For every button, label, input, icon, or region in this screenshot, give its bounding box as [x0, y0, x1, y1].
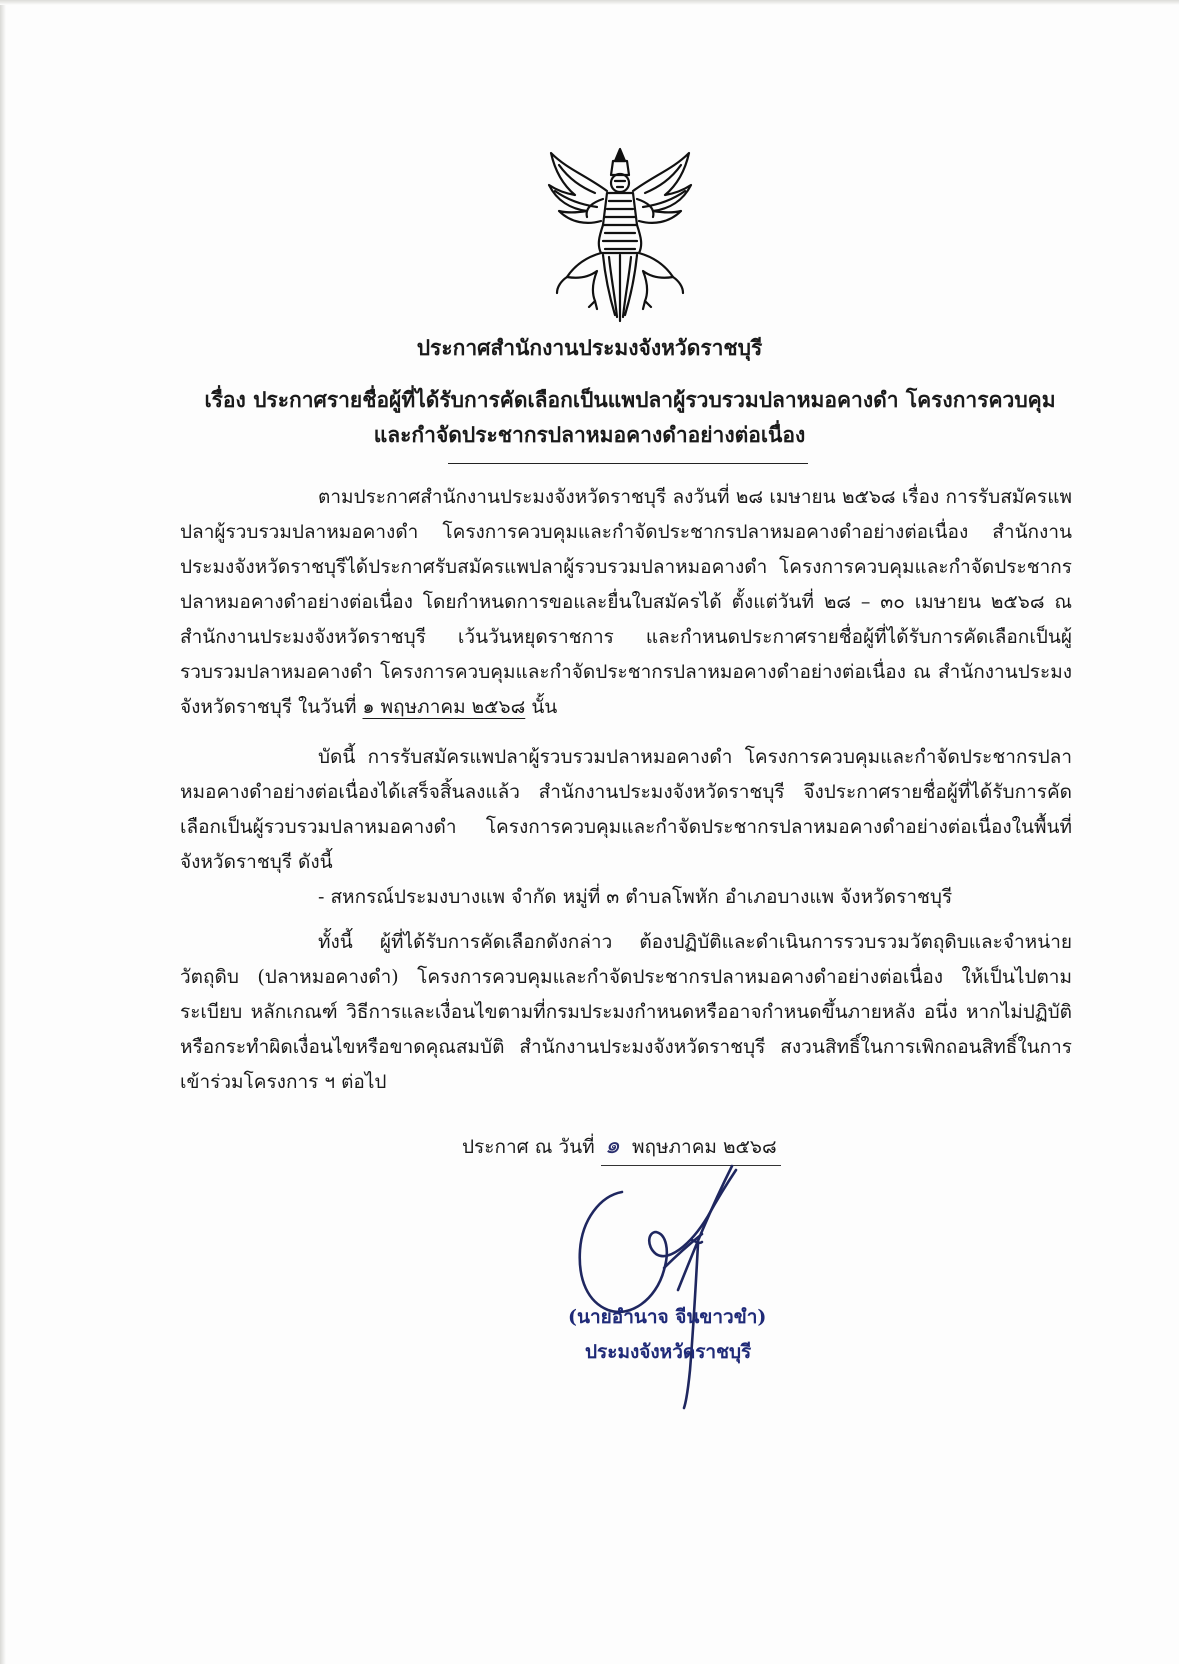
- signature-icon: [560, 1150, 780, 1410]
- announce-day-handwritten: ๑: [604, 1131, 620, 1159]
- paragraph-result: บัดนี้ การรับสมัครแพปลาผู้รวบรวมปลาหมอคางดำ โครงการควบคุมและกำจัดประชากรปลาหมอคางดำอย่างต่อเนื่องได้เสร็จสิ้นลงแล้ว สำนักงานประมงจังหวัดราชบุรี จึงประกาศรายชื่อผู้ที่ได้รับการคัดเลือกเป็นผู้รวบรวมปลาหมอคางดำ โครงการควบคุมและกำจัดประชากรปลาหมอคางดำอย่างต่อเนื่องในพื้นที่จังหวัดราชบุรี ดังนี้: [180, 746, 1072, 873]
- paragraph-background-text: ตามประกาศสำนักงานประมงจังหวัดราชบุรี ลงวันที่ ๒๘ เมษายน ๒๕๖๘ เรื่อง การรับสมัครแพปลาผู้รวบรวมปลาหมอคางดำ โครงการควบคุมและกำจัดประชากรปลาหมอคางดำอย่างต่อเนื่อง สำนักงานประมงจังหวัดราชบุรีได้ประกาศรับสมัครแพปลาผู้รวบรวมปลาหมอคางดำ โครงการควบคุมและกำจัดประชากรปลาหมอคางดำอย่างต่อเนื่อง โดยกำหนดการขอและยื่นใบสมัครได้ ตั้งแต่วันที่ ๒๘ – ๓๐ เมษายน ๒๕๖๘ ณ สำนักงานประมงจังหวัดราชบุรี เว้นวันหยุดราชการ และกำหนดประกาศรายชื่อผู้ที่ได้รับการคัดเลือกเป็นผู้รวบรวมปลาหมอคางดำ โครงการควบคุมและกำจัดประชากรปลาหมอคางดำอย่างต่อเนื่อง ณ สำนักงานประมงจังหวัดราชบุรี ในวันที่: [180, 486, 1072, 718]
- selected-entity-item: - สหกรณ์ประมงบางแพ จำกัด หมู่ที่ ๓ ตำบลโพหัก อำเภอบางแพ จังหวัดราชบุรี: [318, 886, 953, 908]
- garuda-emblem-icon: [545, 145, 695, 325]
- announcement-subject-line2: และกำจัดประชากรปลาหมอคางดำอย่างต่อเนื่อง: [373, 422, 806, 447]
- announcement-date-underlined: ๑ พฤษภาคม ๒๕๖๘: [362, 696, 526, 718]
- paragraph-conditions: ทั้งนี้ ผู้ที่ได้รับการคัดเลือกดังกล่าว ต้องปฏิบัติและดำเนินการรวบรวมวัตถุดิบและจำหน่ายวัตถุดิบ (ปลาหมอคางดำ) โครงการควบคุมและกำจัดประชากรปลาหมอคางดำอย่างต่อเนื่อง ให้เป็นไปตามระเบียบ หลักเกณฑ์ วิธีการและเงื่อนไขตามที่กรมประมงกำหนดหรืออาจกำหนดขึ้นภายหลัง อนึ่ง หากไม่ปฏิบัติหรือกระทำผิดเงื่อนไขหรือขาดคุณสมบัติ สำนักงานประมงจังหวัดราชบุรี สงวนสิทธิ์ในการเพิกถอนสิทธิ์ในการเข้าร่วมโครงการ ฯ ต่อไป: [180, 931, 1072, 1093]
- paragraph-background-end: นั้น: [531, 696, 558, 718]
- announcement-subject-line1: เรื่อง ประกาศรายชื่อผู้ที่ได้รับการคัดเลือกเป็นแพปลาผู้รวบรวมปลาหมอคางดำ โครงการควบคุม: [204, 387, 1056, 412]
- announce-month-year: พฤษภาคม ๒๕๖๘: [631, 1136, 777, 1158]
- title-divider: [448, 463, 808, 464]
- page-edge-shadow: [0, 0, 6, 1664]
- signer-name: (นายอำนาจ จีนขาวขำ): [568, 1306, 767, 1328]
- page-edge-shadow-top: [0, 0, 1179, 5]
- announcement-title: ประกาศสำนักงานประมงจังหวัดราชบุรี: [416, 335, 763, 360]
- signer-position: ประมงจังหวัดราชบุรี: [585, 1341, 752, 1363]
- paragraph-background: [180, 480, 1072, 725]
- announce-prefix: ประกาศ ณ วันที่: [462, 1136, 595, 1158]
